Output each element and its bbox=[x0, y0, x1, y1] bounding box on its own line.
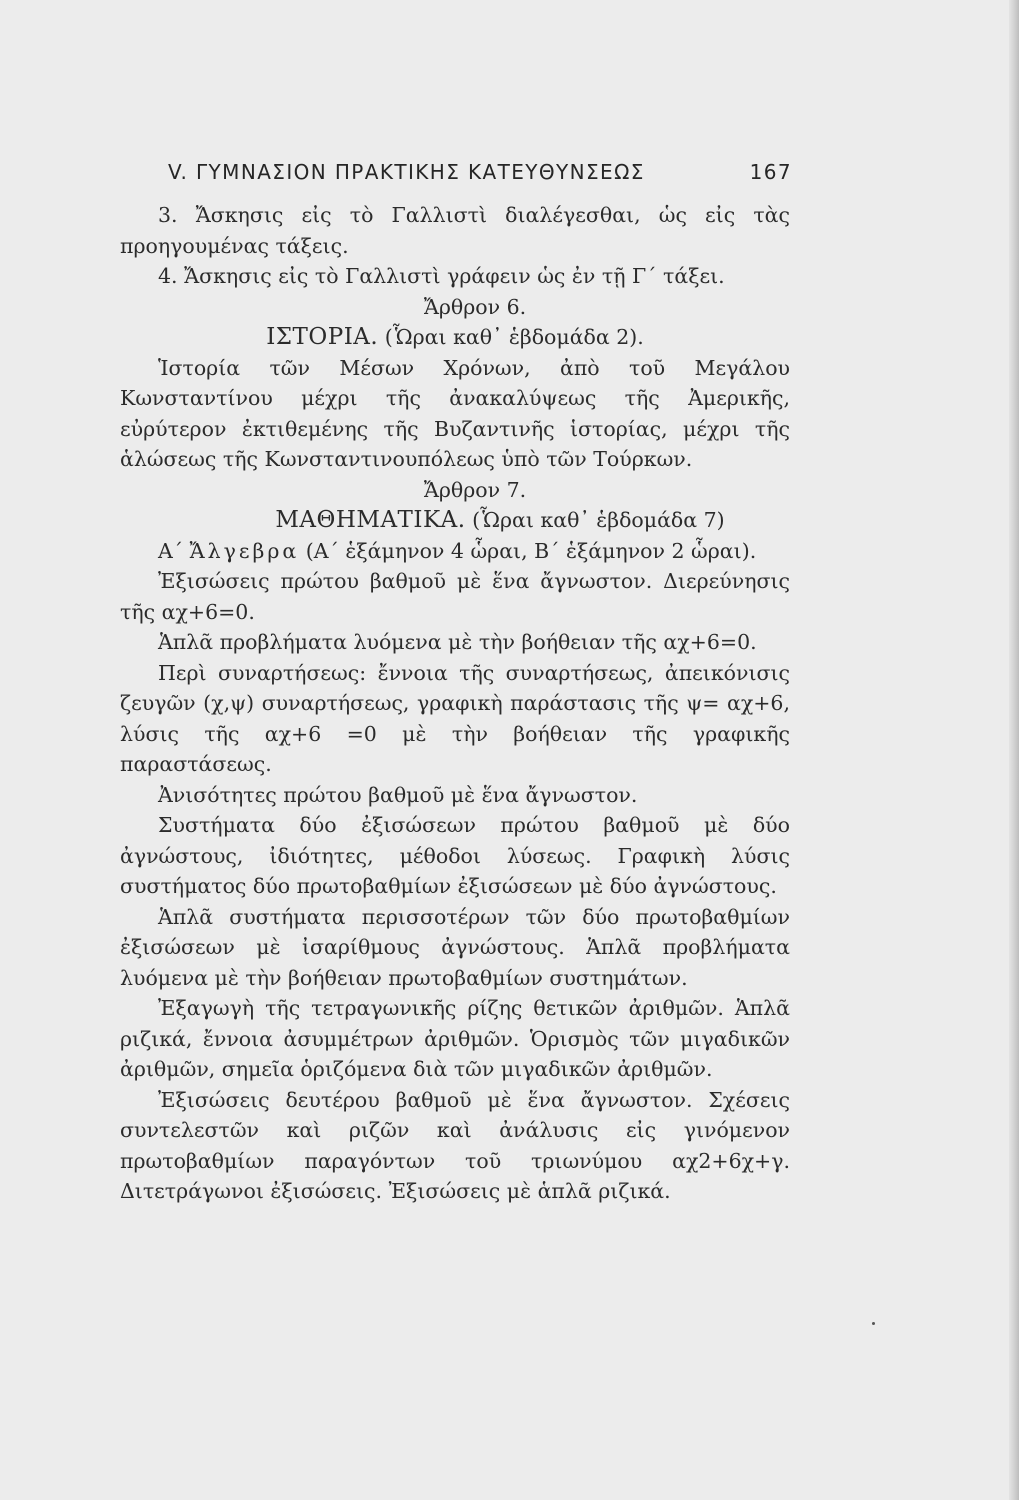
history-hours: (Ὧραι καθ᾽ ἑβδομάδα 2). bbox=[384, 325, 644, 349]
algebra-title: Ἄλγεβρα bbox=[189, 538, 300, 563]
history-heading bbox=[120, 322, 790, 353]
math-subject-title: ΜΑΘΗΜΑΤΙΚΑ. bbox=[275, 507, 466, 533]
algebra-hours: (Α΄ ἑξάμηνον 4 ὧραι, Β΄ ἑξάμηνον 2 ὧραι). bbox=[305, 538, 757, 563]
paragraph-systems-more: Ἁπλᾶ συστήματα περισσοτέρων τῶν δύο πρωτοβαθμίων ἐξισώσεων μὲ ἰσαρίθμους ἀγνώστους. Ἁπλᾶ προβλήματα λυόμενα μὲ τὴν βοήθειαν πρωτοβαθμίων συστημάτων. bbox=[120, 904, 790, 990]
paragraph-simple-problems: Ἁπλᾶ προβλήματα λυόμενα μὲ τὴν βοήθειαν τῆς αχ+6=0. bbox=[158, 630, 757, 654]
running-header bbox=[168, 160, 792, 184]
paragraph-systems-two: Συστήματα δύο ἐξισώσεων πρώτου βαθμοῦ μὲ δύο ἀγνώστους, ἰδιότητες, μέθοδοι λύσεως. Γραφικὴ λύσις συστήματος δύο πρωτοβαθμίων ἐξισώσεων μὲ δύο ἀγνώστους. bbox=[120, 813, 790, 898]
page-body bbox=[120, 200, 790, 1207]
paragraph-inequalities: Ἀνισότητες πρώτου βαθμοῦ μὲ ἕνα ἄγνωστον. bbox=[158, 782, 638, 807]
header-title: V. ΓΥΜΝΑΣΙΟΝ ΠΡΑΚΤΙΚΗΣ ΚΑΤΕΥΘΥΝΣΕΩΣ bbox=[168, 160, 645, 184]
stray-ink-dot bbox=[872, 1322, 875, 1325]
page-number: 167 bbox=[749, 160, 792, 184]
paragraph-equations-first-degree: Ἐξισώσεις πρώτου βαθμοῦ μὲ ἕνα ἄγνωστον. Διερεύνησις τῆς αχ+6=0. bbox=[120, 569, 790, 624]
paragraph-functions: Περὶ συναρτήσεως: ἔννοια τῆς συναρτήσεως, ἀπεικόνισις ζευγῶν (χ,ψ) συναρτήσεως, γραφικὴ παράστασις τῆς ψ= αχ+6, λύσις τῆς αχ+6 =0 μὲ τὴν βοήθειαν τῆς γραφικῆς παραστάσεως. bbox=[120, 660, 790, 776]
paragraph-item-3: 3. Ἄσκησις εἰς τὸ Γαλλιστὶ διαλέγεσθαι, ὡς εἰς τὰς προηγουμένας τάξεις. bbox=[120, 203, 790, 258]
algebra-heading bbox=[120, 536, 790, 567]
math-heading bbox=[120, 505, 790, 536]
history-subject-title: ΙΣΤΟΡΙΑ. bbox=[266, 324, 379, 350]
paragraph-quadratic: Ἐξισώσεις δευτέρου βαθμοῦ μὲ ἕνα ἄγνωστον. Σχέσεις συντελεστῶν καὶ ριζῶν καὶ ἀνάλυσις εἰς γινόμενον πρωτοβαθμίων παραγόντων τοῦ τριωνύμου αχ2+6χ+γ. Διτετράγωνοι ἐξισώσεις. Ἐξισώσεις μὲ ἁπλᾶ ριζικά. bbox=[120, 1087, 790, 1203]
paragraph-roots: Ἐξαγωγὴ τῆς τετραγωνικῆς ρίζης θετικῶν ἀριθμῶν. Ἁπλᾶ ριζικά, ἔννοια ἀσυμμέτρων ἀριθμῶν. Ὁρισμὸς τῶν μιγαδικῶν ἀριθμῶν, σημεῖα ὁριζόμενα διὰ τῶν μιγαδικῶν ἀριθμῶν. bbox=[120, 996, 790, 1081]
algebra-prefix: Α΄ bbox=[158, 538, 184, 563]
article-7-heading: Ἄρθρον 7. bbox=[423, 477, 527, 502]
paragraph-item-4: 4. Ἄσκησις εἰς τὸ Γαλλιστὶ γράφειν ὡς ἐν τῇ Γ΄ τάξει. bbox=[158, 264, 725, 288]
math-hours: (Ὧραι καθ᾽ ἑβδομάδα 7) bbox=[472, 508, 725, 532]
page-edge-shadow bbox=[1009, 0, 1019, 1500]
history-body: Ἱστορία τῶν Μέσων Χρόνων, ἀπὸ τοῦ Μεγάλου Κωνσταντίνου μέχρι τῆς ἀνακαλύψεως τῆς Ἀμερικῆς, εὐρύτερον ἐκτιθεμένης τῆς Βυζαντινῆς ἱστορίας, μέχρι τῆς ἁλώσεως τῆς Κωνσταντινουπόλεως ὑπὸ τῶν Τούρκων. bbox=[120, 355, 790, 471]
article-6-heading: Ἄρθρον 6. bbox=[423, 294, 527, 319]
